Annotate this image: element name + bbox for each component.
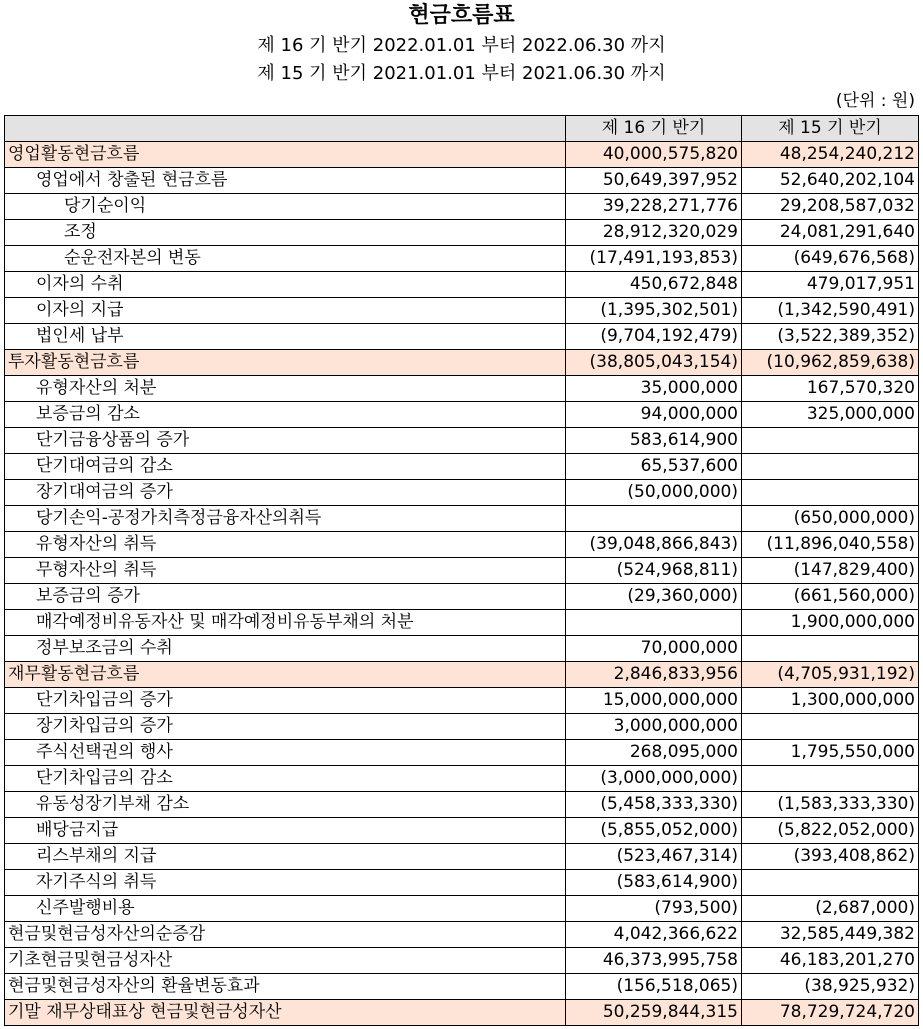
prior-value: (650,000,000) [742,506,919,532]
current-value: 40,000,575,820 [566,142,742,168]
row-label: 당기순이익 [5,194,566,220]
prior-value: (1,342,590,491) [742,298,919,324]
row-label: 재무활동현금흐름 [5,662,566,688]
prior-value: 46,183,201,270 [742,948,919,974]
prior-value [742,480,919,506]
table-row [5,272,919,298]
row-label: 영업활동현금흐름 [5,142,566,168]
current-value: 28,912,320,029 [566,220,742,246]
current-value: (523,467,314) [566,844,742,870]
row-label: 기초현금및현금성자산 [5,948,566,974]
table-row [5,896,919,922]
prior-value [742,766,919,792]
current-value: (5,855,052,000) [566,818,742,844]
row-label: 유동성장기부채 감소 [5,792,566,818]
row-label: 영업에서 창출된 현금흐름 [5,168,566,194]
current-value: 50,649,397,952 [566,168,742,194]
table-row [5,974,919,1000]
table-row [5,584,919,610]
prior-value: (11,896,040,558) [742,532,919,558]
table-row [5,168,919,194]
table-row [5,766,919,792]
table-row [5,220,919,246]
row-label: 단기금융상품의 증가 [5,428,566,454]
table-row [5,662,919,688]
header-label-cell [5,116,566,142]
current-value: 46,373,995,758 [566,948,742,974]
row-label: 조정 [5,220,566,246]
prior-value: 52,640,202,104 [742,168,919,194]
row-label: 신주발행비용 [5,896,566,922]
row-label: 단기대여금의 감소 [5,454,566,480]
current-value: 4,042,366,622 [566,922,742,948]
current-value: 268,095,000 [566,740,742,766]
current-value: 70,000,000 [566,636,742,662]
row-label: 현금및현금성자산의순증감 [5,922,566,948]
current-value: (38,805,043,154) [566,350,742,376]
prior-value: 167,570,320 [742,376,919,402]
table-row [5,246,919,272]
row-label: 단기차입금의 감소 [5,766,566,792]
prior-value: (393,408,862) [742,844,919,870]
cash-flow-table [4,115,919,1026]
table-header-row [5,116,919,142]
current-value: (3,000,000,000) [566,766,742,792]
prior-value: (3,522,389,352) [742,324,919,350]
table-row [5,610,919,636]
prior-value: (147,829,400) [742,558,919,584]
prior-value: 24,081,291,640 [742,220,919,246]
prior-value [742,428,919,454]
current-value: 39,228,271,776 [566,194,742,220]
prior-value: 78,729,724,720 [742,1000,919,1026]
table-row [5,532,919,558]
row-label: 무형자산의 취득 [5,558,566,584]
row-label: 순운전자본의 변동 [5,246,566,272]
table-row [5,298,919,324]
row-label: 당기손익-공정가치측정금융자산의취득 [5,506,566,532]
row-label: 배당금지급 [5,818,566,844]
current-value: 3,000,000,000 [566,714,742,740]
row-label: 단기차입금의 증가 [5,688,566,714]
current-value: 2,846,833,956 [566,662,742,688]
table-row [5,922,919,948]
table-row [5,454,919,480]
row-label: 유형자산의 처분 [5,376,566,402]
table-row [5,324,919,350]
table-row [5,818,919,844]
prior-value [742,636,919,662]
period-current: 제 16 기 반기 2022.01.01 부터 2022.06.30 까지 [257,35,666,56]
prior-value: (2,687,000) [742,896,919,922]
current-value: 15,000,000,000 [566,688,742,714]
prior-value [742,714,919,740]
prior-value: 325,000,000 [742,402,919,428]
table-row [5,688,919,714]
prior-value: 29,208,587,032 [742,194,919,220]
current-value: (524,968,811) [566,558,742,584]
row-label: 보증금의 감소 [5,402,566,428]
prior-value: (649,676,568) [742,246,919,272]
table-row [5,142,919,168]
current-value [566,506,742,532]
row-label: 유형자산의 취득 [5,532,566,558]
prior-value: (4,705,931,192) [742,662,919,688]
row-label: 장기차입금의 증가 [5,714,566,740]
prior-value: 48,254,240,212 [742,142,919,168]
current-value: (50,000,000) [566,480,742,506]
unit-label: (단위 : 원) [835,91,915,111]
prior-value: 479,017,951 [742,272,919,298]
table-row [5,714,919,740]
period-prior: 제 15 기 반기 2021.01.01 부터 2021.06.30 까지 [257,63,666,84]
row-label: 장기대여금의 증가 [5,480,566,506]
current-value: 94,000,000 [566,402,742,428]
current-value: (9,704,192,479) [566,324,742,350]
table-row [5,740,919,766]
prior-value [742,454,919,480]
table-row [5,194,919,220]
prior-value: (38,925,932) [742,974,919,1000]
prior-value: 32,585,449,382 [742,922,919,948]
prior-value: 1,900,000,000 [742,610,919,636]
current-value [566,610,742,636]
current-value: (39,048,866,843) [566,532,742,558]
table-row [5,558,919,584]
table-row [5,844,919,870]
table-row [5,636,919,662]
table-row [5,428,919,454]
prior-value: (10,962,859,638) [742,350,919,376]
current-value: (17,491,193,853) [566,246,742,272]
current-value: (156,518,065) [566,974,742,1000]
table-row [5,480,919,506]
row-label: 주식선택권의 행사 [5,740,566,766]
current-value: 65,537,600 [566,454,742,480]
statement-title: 현금흐름표 [408,3,515,28]
prior-value: 1,300,000,000 [742,688,919,714]
row-label: 자기주식의 취득 [5,870,566,896]
current-value: (793,500) [566,896,742,922]
current-value: 50,259,844,315 [566,1000,742,1026]
table-row [5,870,919,896]
prior-value [742,870,919,896]
row-label: 이자의 수취 [5,272,566,298]
prior-value: 1,795,550,000 [742,740,919,766]
row-label: 보증금의 증가 [5,584,566,610]
row-label: 리스부채의 지급 [5,844,566,870]
prior-value: (661,560,000) [742,584,919,610]
row-label: 이자의 지급 [5,298,566,324]
header-prior-period: 제 15 기 반기 [742,116,919,142]
table-row [5,948,919,974]
current-value: (1,395,302,501) [566,298,742,324]
row-label: 투자활동현금흐름 [5,350,566,376]
prior-value: (1,583,333,330) [742,792,919,818]
current-value: (5,458,333,330) [566,792,742,818]
current-value: (583,614,900) [566,870,742,896]
prior-value: (5,822,052,000) [742,818,919,844]
header-current-period: 제 16 기 반기 [566,116,742,142]
table-row [5,506,919,532]
table-row [5,376,919,402]
row-label: 현금및현금성자산의 환율변동효과 [5,974,566,1000]
current-value: 450,672,848 [566,272,742,298]
row-label: 기말 재무상태표상 현금및현금성자산 [5,1000,566,1026]
table-row [5,402,919,428]
table-row [5,350,919,376]
current-value: 35,000,000 [566,376,742,402]
current-value: (29,360,000) [566,584,742,610]
table-row [5,1000,919,1026]
table-row [5,792,919,818]
row-label: 법인세 납부 [5,324,566,350]
row-label: 정부보조금의 수취 [5,636,566,662]
row-label: 매각예정비유동자산 및 매각예정비유동부채의 처분 [5,610,566,636]
current-value: 583,614,900 [566,428,742,454]
